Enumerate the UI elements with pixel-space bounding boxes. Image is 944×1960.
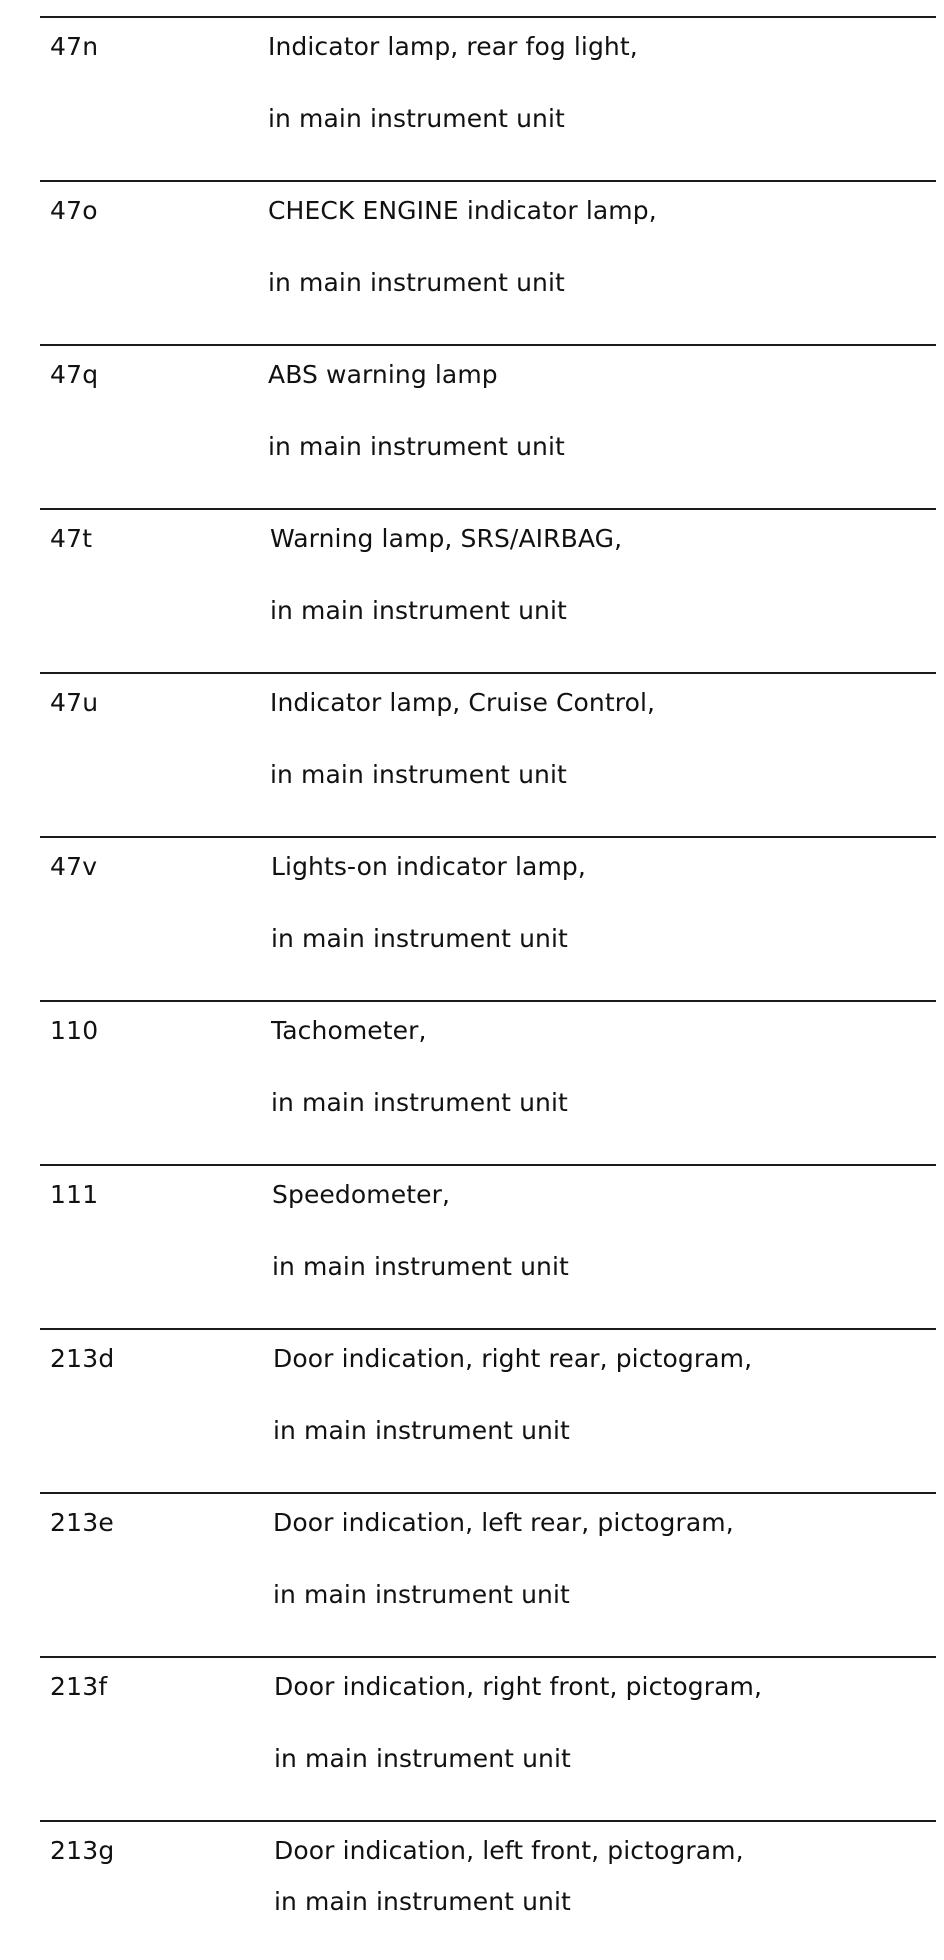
component-location: in main instrument unit	[271, 924, 568, 953]
component-location: in main instrument unit	[268, 432, 565, 461]
component-description: Door indication, right front, pictogram,	[274, 1672, 762, 1701]
component-location: in main instrument unit	[270, 760, 567, 789]
component-location: in main instrument unit	[274, 1744, 571, 1773]
component-code: 47o	[50, 196, 98, 225]
component-location: in main instrument unit	[273, 1416, 570, 1445]
component-code: 47t	[50, 524, 93, 553]
list-item	[40, 1328, 936, 1492]
list-item	[40, 344, 936, 508]
component-code: 47u	[50, 688, 99, 717]
component-location: in main instrument unit	[274, 1887, 571, 1916]
component-description: Indicator lamp, rear fog light,	[268, 32, 638, 61]
component-description: CHECK ENGINE indicator lamp,	[268, 196, 657, 225]
list-item	[40, 180, 936, 344]
component-code: 213g	[50, 1836, 115, 1865]
list-item	[40, 508, 936, 672]
component-code: 47q	[50, 360, 99, 389]
component-location: in main instrument unit	[273, 1580, 570, 1609]
component-location: in main instrument unit	[271, 1088, 568, 1117]
component-description: ABS warning lamp	[268, 360, 498, 389]
component-code: 213d	[50, 1344, 115, 1373]
component-description: Door indication, left rear, pictogram,	[273, 1508, 734, 1537]
component-code: 110	[50, 1016, 99, 1045]
component-code: 213e	[50, 1508, 114, 1537]
component-description: Tachometer,	[271, 1016, 427, 1045]
component-code: 47n	[50, 32, 99, 61]
component-description: Speedometer,	[272, 1180, 451, 1209]
component-code: 47v	[50, 852, 98, 881]
component-description: Lights-on indicator lamp,	[271, 852, 586, 881]
list-item	[40, 16, 936, 180]
component-location: in main instrument unit	[270, 596, 567, 625]
list-item	[40, 1820, 936, 1960]
component-location: in main instrument unit	[268, 268, 565, 297]
component-location: in main instrument unit	[272, 1252, 569, 1281]
list-item	[40, 1492, 936, 1656]
list-item	[40, 836, 936, 1000]
component-description: Door indication, right rear, pictogram,	[273, 1344, 753, 1373]
list-item	[40, 672, 936, 836]
component-description: Indicator lamp, Cruise Control,	[270, 688, 656, 717]
list-item	[40, 1656, 936, 1820]
component-description: Warning lamp, SRS/AIRBAG,	[270, 524, 623, 553]
component-location: in main instrument unit	[268, 104, 565, 133]
component-code: 213f	[50, 1672, 108, 1701]
component-description: Door indication, left front, pictogram,	[274, 1836, 744, 1865]
list-item	[40, 1000, 936, 1164]
component-code: 111	[50, 1180, 99, 1209]
list-item	[40, 1164, 936, 1328]
